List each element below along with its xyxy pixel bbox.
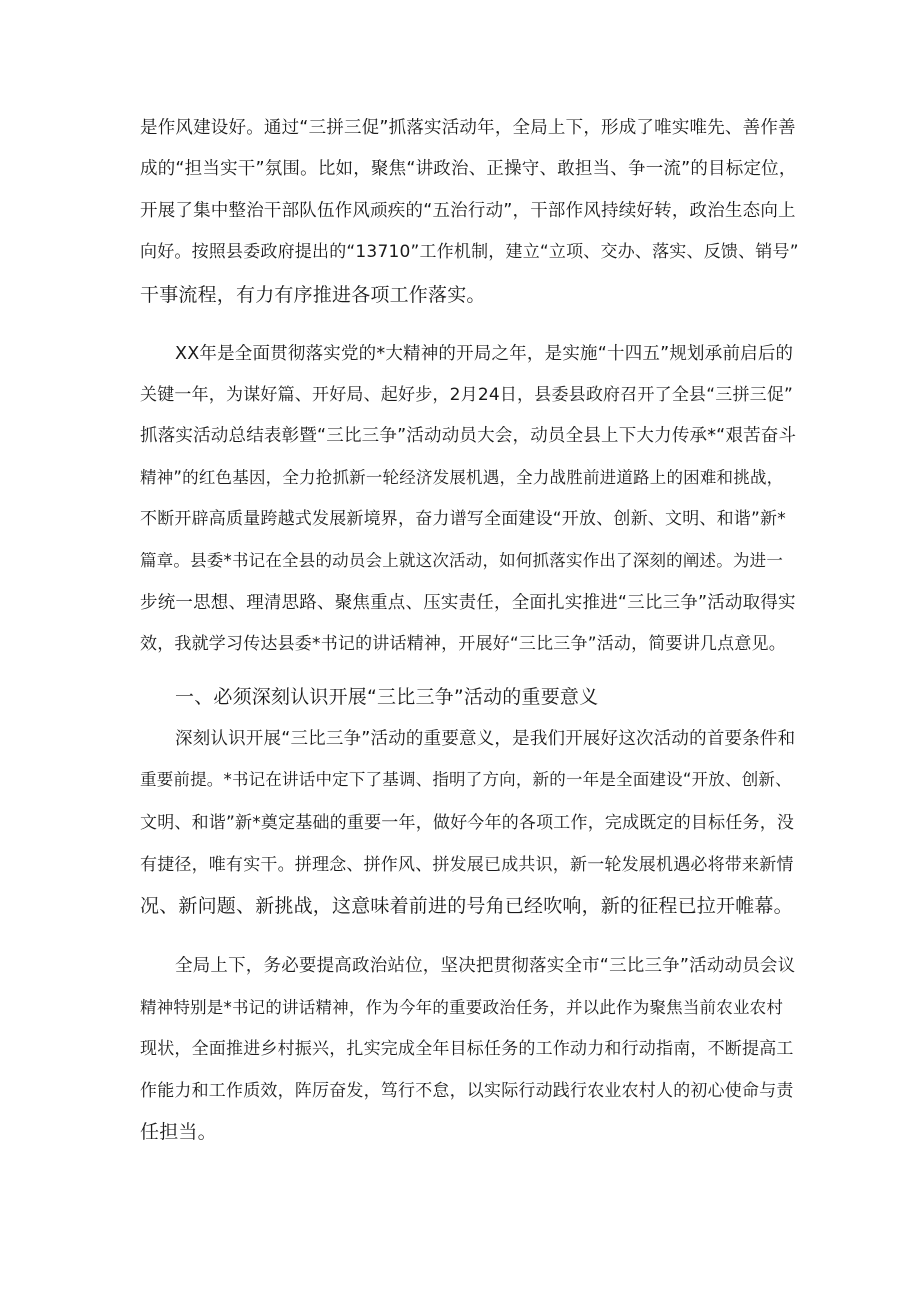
text-line: 效，我就学习传达县委*书记的讲话精神，开展好“三比三争”活动，简要讲几点意见。 (140, 634, 786, 654)
heading-line: 一、必须深刻认识开展“三比三争”活动的重要意义 (175, 686, 599, 708)
text-line: 抓落实活动总结表彰暨“三比三争”活动动员大会，动员全县上下大力传承*“艰苦奋斗 (140, 426, 797, 446)
text-line: 况、新问题、新挑战，这意味着前进的号角已经吹响，新的征程已拉开帷幕。 (140, 895, 793, 917)
text-line: 任担当。 (140, 1121, 217, 1143)
text-line: 深刻认识开展“三比三争”活动的重要意义，是我们开展好这次活动的首要条件和 (175, 729, 796, 749)
text-line: 是作风建设好。通过“三拼三促”抓落实活动年，全局上下，形成了唯实唯先、善作善 (140, 118, 796, 138)
text-line: 精神”的红色基因，全力抢抓新一轮经济发展机遇，全力战胜前进道路上的困难和挑战， (140, 468, 784, 487)
text-line: 现状，全面推进乡村振兴，扎实完成全年目标任务的工作动力和行动指南，不断提高工 (140, 1039, 794, 1059)
text-line: 不断开辟高质量跨越式发展新境界，奋力谱写全面建设“开放、创新、文明、和谐”新* (140, 509, 786, 529)
text-line: 有捷径，唯有实干。拼理念、拼作风、拼发展已成共识，新一轮发展机遇必将带来新情 (140, 855, 794, 875)
text-line: 重要前提。*书记在讲话中定下了基调、指明了方向，新的一年是全面建设“开放、创新、 (140, 770, 792, 789)
text-line: 全局上下，务必要提高政治站位，坚决把贯彻落实全市“三比三争”活动动员会议 (175, 956, 796, 976)
text-line: 关键一年，为谋好篇、开好局、起好步，2月24日，县委县政府召开了全县“三拼三促” (140, 385, 794, 405)
text-line: 成的“担当实干”氛围。比如，聚焦“讲政治、正操守、敢担当、争一流”的目标定位， (140, 159, 797, 179)
text-line: 篇章。县委*书记在全县的动员会上就这次活动，如何抓落实作出了深刻的阐述。为进一 (140, 551, 784, 570)
text-line: 步统一思想、理清思路、聚焦重点、压实责任，全面扎实推进“三比三争”活动取得实 (140, 593, 796, 613)
text-line: 精神特别是*书记的讲话精神，作为今年的重要政治任务，并以此作为聚焦当前农业农村 (140, 998, 784, 1017)
text-line: 向好。按照县委政府提出的“13710”工作机制，建立“立项、交办、落实、反馈、销号” (140, 242, 799, 262)
text-line: 作能力和工作质效，阵厉奋发，笃行不怠，以实际行动践行农业农村人的初心使命与责 (140, 1081, 794, 1101)
text-line: 开展了集中整治干部队伍作风顽疾的“五治行动”，干部作风持续好转，政治生态向上 (140, 201, 796, 221)
text-line: XX年是全面贯彻落实党的*大精神的开局之年，是实施“十四五”规划承前启后的 (175, 344, 794, 364)
text-line: 干事流程，有力有序推进各项工作落实。 (140, 284, 486, 306)
text-line: 文明、和谐”新*奠定基础的重要一年，做好今年的各项工作，完成既定的目标任务，没 (140, 813, 795, 833)
